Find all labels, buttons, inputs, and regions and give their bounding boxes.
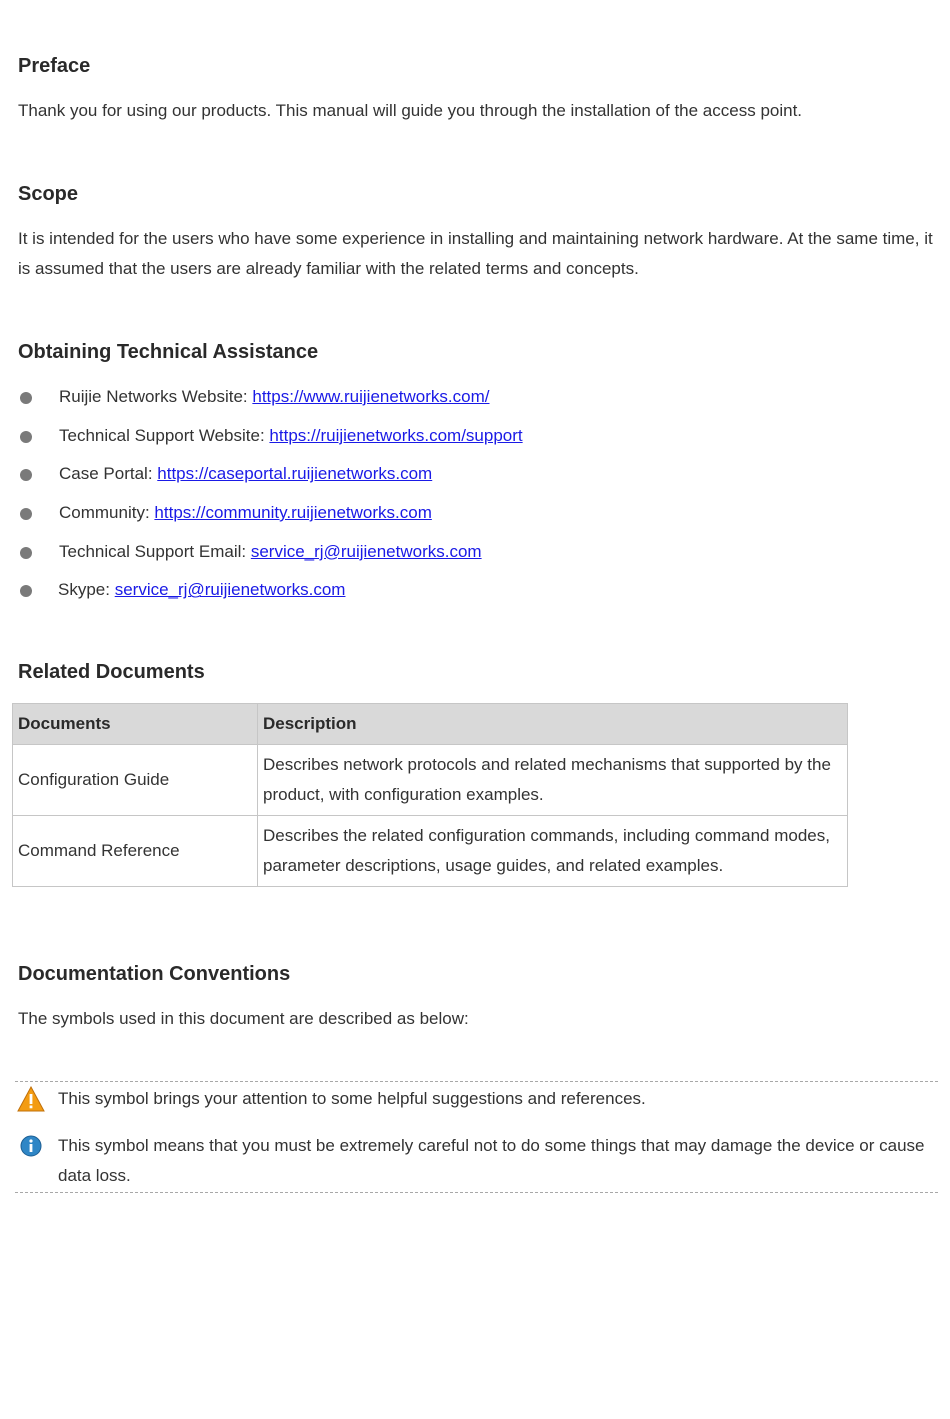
description-cell: Describes network protocols and related mechanisms that supported by the product, with configuration examples.	[258, 745, 848, 816]
scope-text: It is intended for the users who have some experience in installing and maintaining network hardware. At the same time, it is assumed that the users are already familiar with the related terms and concepts.	[18, 229, 933, 278]
bullet-icon	[20, 392, 32, 404]
assistance-heading: Obtaining Technical Assistance	[18, 341, 319, 363]
item-label: Community:	[59, 503, 155, 523]
bullet-icon	[20, 508, 32, 520]
community-link[interactable]: https://community.ruijienetworks.com	[154, 503, 432, 523]
preface-heading: Preface	[18, 55, 91, 77]
bullet-icon	[20, 547, 32, 559]
column-header: Documents	[13, 704, 258, 745]
column-header: Description	[258, 704, 848, 745]
scope-heading: Scope	[18, 183, 79, 205]
document-name-cell: Configuration Guide	[13, 745, 258, 816]
support-email-link[interactable]: service_rj@ruijienetworks.com	[250, 541, 482, 561]
table-row	[13, 745, 848, 816]
info-circle-icon	[17, 1133, 45, 1159]
conventions-intro: The symbols used in this document are described as below:	[18, 1009, 469, 1028]
symbol-row	[15, 1084, 938, 1122]
support-website-link[interactable]: https://ruijienetworks.com/support	[269, 425, 523, 445]
symbols-box	[15, 1081, 938, 1193]
item-label: Technical Support Email:	[59, 541, 251, 561]
case-portal-link[interactable]: https://caseportal.ruijienetworks.com	[157, 464, 433, 484]
symbol-row	[15, 1131, 938, 1191]
website-link[interactable]: https://www.ruijienetworks.com/	[252, 387, 490, 406]
bullet-icon	[20, 431, 32, 443]
description-cell: Describes the related configuration commands, including command modes, parameter descriptions, usage guides, and related examples.	[258, 816, 848, 887]
related-documents-table	[12, 703, 848, 887]
item-label: Skype:	[58, 580, 115, 600]
table-header-row	[13, 704, 848, 745]
document-name-cell: Command Reference	[13, 816, 258, 887]
item-label: Ruijie Networks Website:	[59, 387, 253, 406]
bullet-icon	[20, 469, 32, 481]
symbol-description: This symbol brings your attention to some helpful suggestions and references.	[58, 1089, 646, 1108]
item-label: Case Portal:	[59, 464, 158, 484]
table-row	[13, 816, 848, 887]
related-documents-heading: Related Documents	[18, 661, 205, 683]
skype-link[interactable]: service_rj@ruijienetworks.com	[114, 580, 346, 600]
item-label: Technical Support Website:	[59, 425, 270, 445]
warning-triangle-icon	[17, 1086, 45, 1112]
preface-text: Thank you for using our products. This manual will guide you through the installation of the access point.	[18, 101, 803, 120]
symbol-description: This symbol means that you must be extremely careful not to do some things that may damage the device or cause data loss.	[58, 1136, 925, 1185]
conventions-heading: Documentation Conventions	[18, 963, 291, 985]
bullet-icon	[20, 585, 32, 597]
